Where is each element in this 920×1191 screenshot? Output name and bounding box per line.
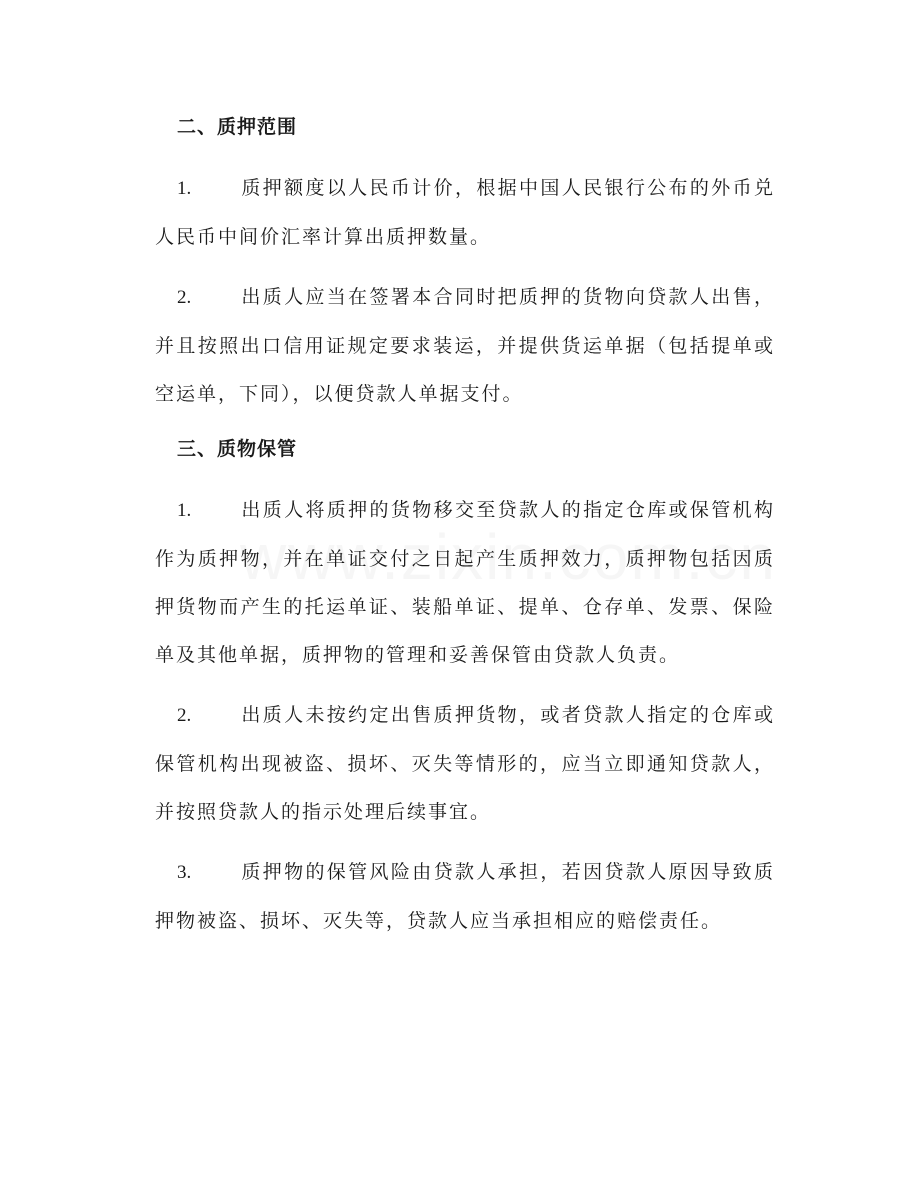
clause-number: 1. <box>177 500 192 521</box>
document-body <box>155 108 775 957</box>
clause <box>155 848 775 945</box>
clause <box>155 691 775 836</box>
clause-text: 出质人将质押的货物移交至贷款人的指定仓库或保管机构作为质押物，并在单证交付之日起产生质押效力，质押物包括因质押货物而产生的托运单证、装船单证、提单、仓存单、发票、保险单及其他单据，质押物的管理和妥善保管由贷款人负责。 <box>155 499 775 666</box>
section-pledge-custody <box>155 430 775 945</box>
clause-text: 出质人应当在签署本合同时把质押的货物向贷款人出售，并且按照出口信用证规定要求装运，并提供货运单据（包括提单或空运单，下同），以便贷款人单据支付。 <box>155 286 775 405</box>
clause-number: 3. <box>177 862 192 883</box>
clause-number: 2. <box>177 287 192 308</box>
clause <box>155 486 775 679</box>
clause-text: 出质人未按约定出售质押货物，或者贷款人指定的仓库或保管机构出现被盗、损坏、灭失等情形的，应当立即通知贷款人，并按照贷款人的指示处理后续事宜。 <box>155 704 775 823</box>
clause <box>155 273 775 418</box>
section-heading: 三、质物保管 <box>177 438 298 460</box>
clause-text: 质押物的保管风险由贷款人承担，若因贷款人原因导致质押物被盗、损坏、灭失等，贷款人应当承担相应的赔偿责任。 <box>155 861 775 932</box>
section-pledge-scope <box>155 108 775 418</box>
clause-text: 质押额度以人民币计价，根据中国人民银行公布的外币兑人民币中间价汇率计算出质押数量。 <box>155 177 775 248</box>
clause <box>155 164 775 261</box>
section-heading: 二、质押范围 <box>177 116 298 138</box>
clause-number: 2. <box>177 705 192 726</box>
clause-number: 1. <box>177 178 192 199</box>
